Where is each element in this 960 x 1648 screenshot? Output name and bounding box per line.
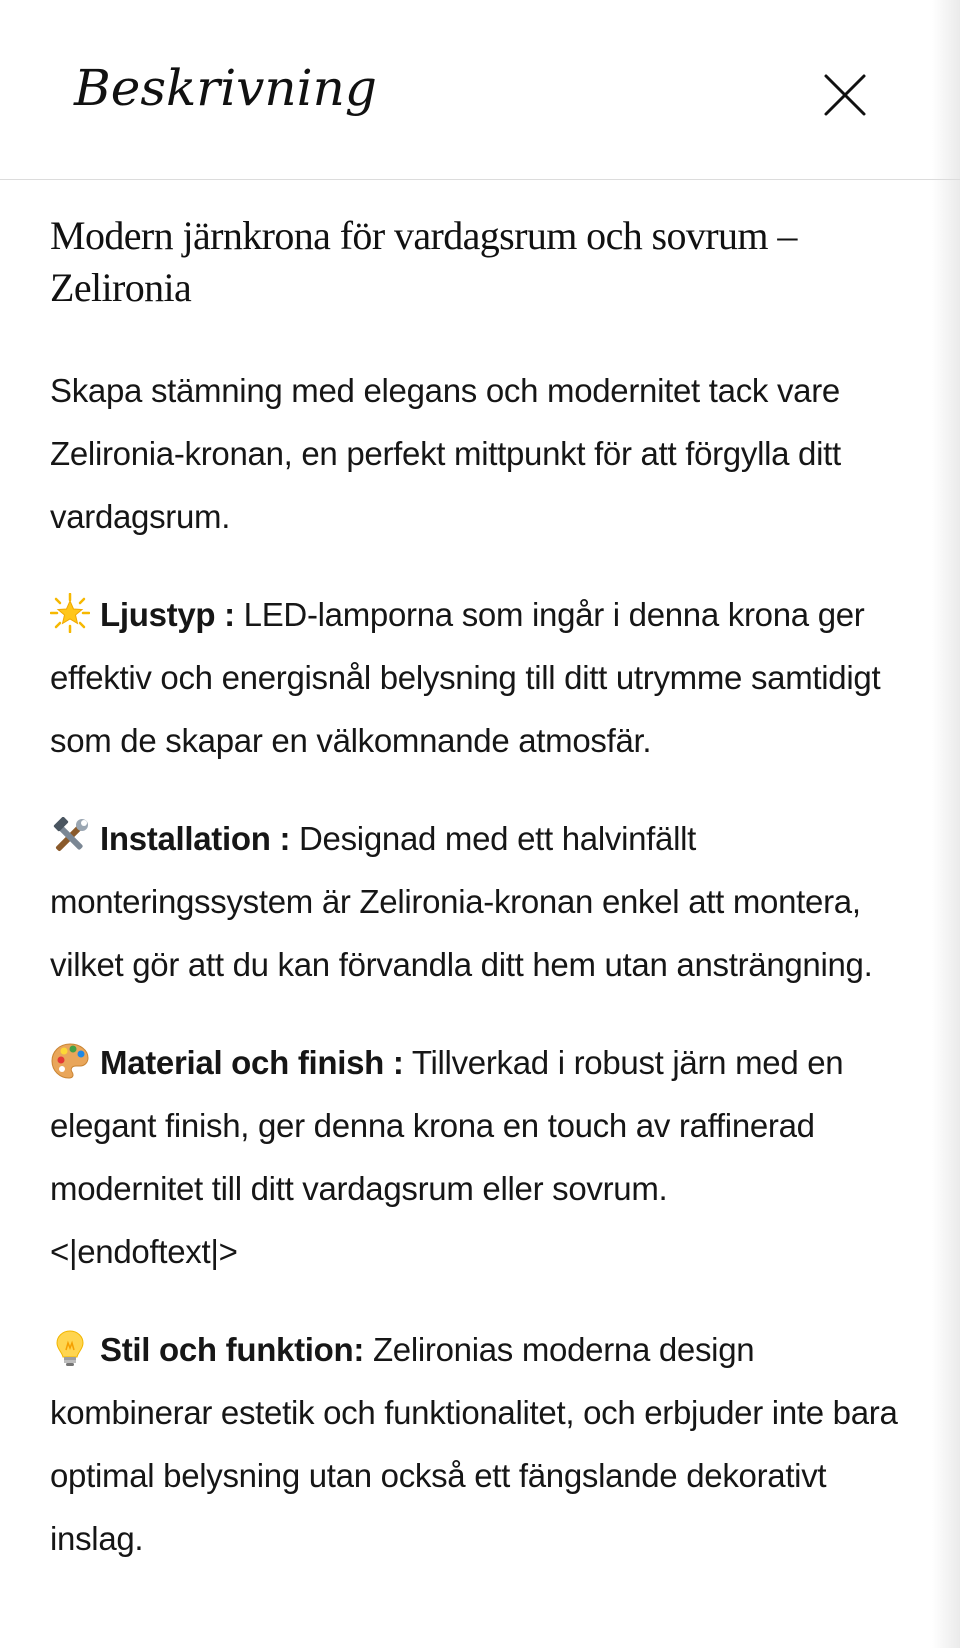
drawer-header xyxy=(0,0,960,180)
feature-label: Installation : xyxy=(100,820,291,857)
palette-icon xyxy=(50,1041,90,1081)
feature-label: Stil och funktion: xyxy=(100,1331,365,1368)
feature-label: Material och finish : xyxy=(100,1044,404,1081)
feature-text: LED-lamporna som ingår i denna krona ger effektiv och energisnål belysning till ditt utrymme samtidigt som de skapar en välkomnande atmosfär. xyxy=(50,596,881,759)
feature-text: Tillverkad i robust järn med en elegant finish, ger denna krona en touch av raffinerad modernitet till ditt vardagsrum eller sovrum. xyxy=(50,1044,844,1207)
feature-text: Designad med ett halvinfällt monteringssystem är Zelironia-kronan enkel att montera, vilket gör att du kan förvandla ditt hem utan ansträngning. xyxy=(50,820,873,983)
feature-label: Ljustyp : xyxy=(100,596,235,633)
hammer-wrench-icon xyxy=(50,817,90,857)
intro-paragraph: Skapa stämning med elegans och modernitet tack vare Zelironia-kronan, en perfekt mittpunkt för att förgylla ditt vardagsrum. xyxy=(50,372,841,535)
feature-text: Zelironias moderna design kombinerar estetik och funktionalitet, och erbjuder inte bara optimal belysning utan också ett fängslande dekorativt inslag. xyxy=(50,1331,898,1557)
feature-material xyxy=(50,1031,910,1283)
trailing-token-text: <|endoftext|> xyxy=(50,1233,238,1270)
description-body xyxy=(50,210,910,1570)
feature-style xyxy=(50,1318,910,1570)
star-icon xyxy=(50,593,90,633)
drawer-title: Beskrivning xyxy=(74,59,377,117)
product-title: Modern järnkrona för vardagsrum och sovrum – Zelironia xyxy=(50,213,797,310)
panel-edge-shadow xyxy=(932,0,960,1648)
close-button[interactable] xyxy=(810,60,880,130)
lightbulb-icon xyxy=(50,1328,90,1368)
close-icon xyxy=(823,73,867,117)
feature-installation xyxy=(50,807,910,996)
feature-light-type xyxy=(50,583,910,772)
